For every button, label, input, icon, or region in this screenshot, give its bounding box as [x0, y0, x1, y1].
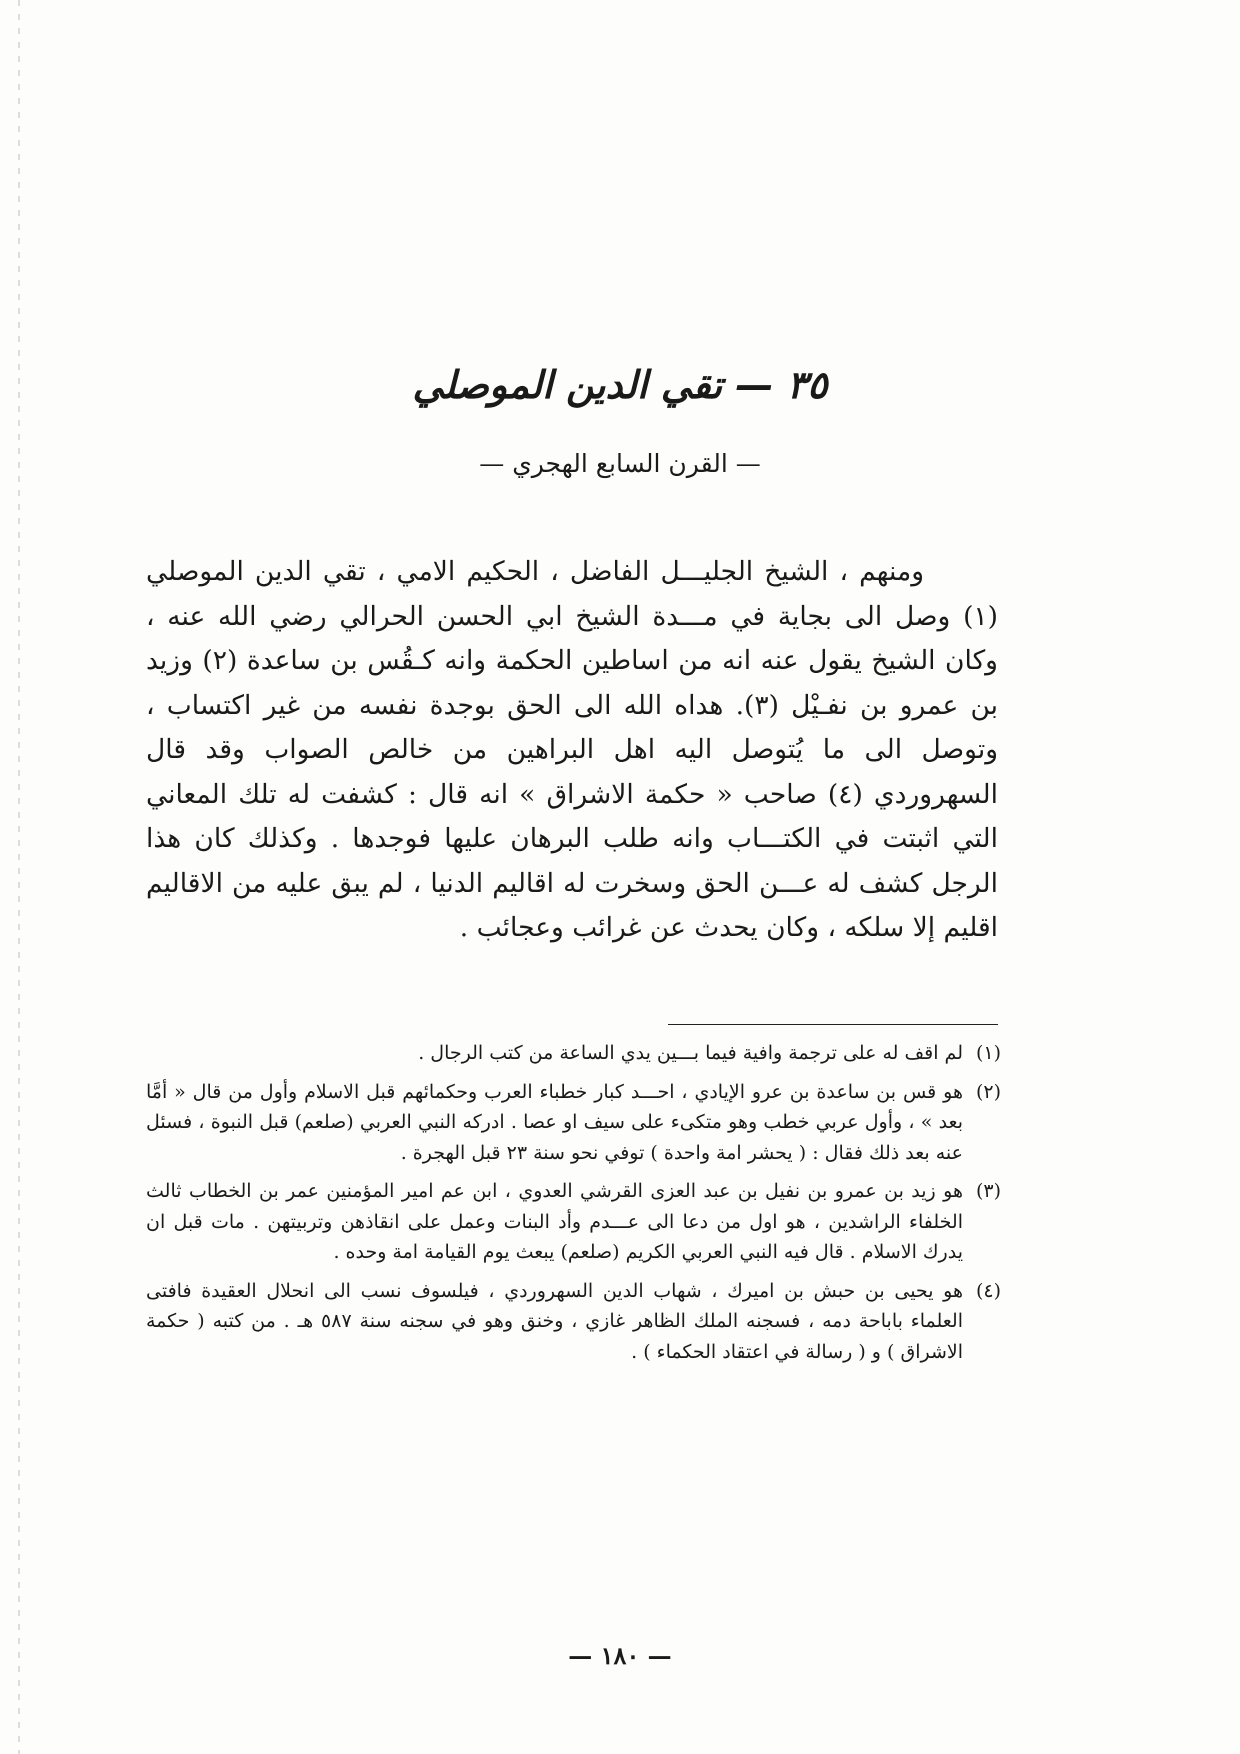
- footnotes: [146, 1038, 1001, 1375]
- footnote-1: [146, 1038, 1001, 1069]
- footnote-text: هو زيد بن عمرو بن نفيل بن عبد العزى القرشي العدوي ، ابن عم امير المؤمنين عمر بن الخطاب ثالث الخلفاء الراشدين ، هو اول من دعا الى عـــدم وأد البنات وعمل على انقاذهن وتربيتهن . مات قبل ان يدرك الاسلام . قال فيه النبي العربي الكريم (صلعم) يبعث يوم القيامة امة وحده .: [146, 1180, 963, 1263]
- scan-edge-mark: [18, 0, 20, 1754]
- footnote-separator: [668, 1024, 998, 1025]
- footnote-text: هو يحيى بن حبش بن اميرك ، شهاب الدين السهروردي ، فيلسوف نسب الى انحلال العقيدة فافتى العلماء باباحة دمه ، فسجنه الملك الظاهر غازي ، وخنق وهو في سجنه سنة ٥٨٧ هـ . من كتبه ( حكمة الاشراق ) و ( رسالة في اعتقاد الحكماء ) .: [146, 1279, 963, 1363]
- footnote-marker: (٤): [975, 1279, 1001, 1302]
- footnote-4: [146, 1276, 1001, 1368]
- chapter-subtitle: — القرن السابع الهجري —: [479, 449, 761, 478]
- page-number: — ١٨٠ —: [568, 1641, 672, 1670]
- footnote-3: [146, 1176, 1001, 1268]
- footnote-marker: (١): [975, 1042, 1001, 1064]
- footnote-text: هو قس بن ساعدة بن عرو الإيادي ، احـــد كبار خطباء العرب وحكمائهم قبل الاسلام وأول من قال « أمَّا بعد » ، وأول عربي خطب وهو متكىء على سيف او عصا . ادركه النبي العربي (صلعم) قبل النبوة ، فسئل عنه بعد ذلك فقال : ( يحشر امة واحدة ) توفي نحو سنة ٢٣ قبل الهجرة .: [146, 1080, 963, 1164]
- footnote-2: [146, 1077, 1001, 1169]
- chapter-title: ٣٥ — تقي الدين الموصلي: [412, 363, 828, 407]
- footnote-text: لم اقف له على ترجمة وافية فيما بـــين يدي الساعة من كتب الرجال .: [418, 1042, 963, 1064]
- body-text: [146, 550, 998, 951]
- footnote-marker: (٢): [975, 1080, 1001, 1103]
- footnote-marker: (٣): [975, 1180, 1001, 1202]
- body-paragraph: ومنهم ، الشيخ الجليـــل الفاضل ، الحكيم الامي ، تقي الدين الموصلي (١) وصل الى بجاية في مـــدة الشيخ ابي الحسن الحرالي رضي الله عنه ، وكان الشيخ يقول عنه انه من اساطين الحكمة وانه كـقُس بن ساعدة (٢) وزيد بن عمرو بن نفـيْل (٣). هداه الله الى الحق بوجدة نفسه من غير اكتساب ، وتوصل الى ما يُتوصل اليه اهل البراهين من خالص الصواب وقد قال السهروردي (٤) صاحب « حكمة الاشراق » انه قال : كشفت له تلك المعاني التي اثبتت في الكتـــاب وانه طلب البرهان عليها فوجدها . وكذلك كان هذا الرجل كشف له عـــن الحق وسخرت له اقاليم الدنيا ، لم يبق عليه من الاقاليم اقليم إلا سلكه ، وكان يحدث عن غرائب وعجائب .: [146, 556, 998, 943]
